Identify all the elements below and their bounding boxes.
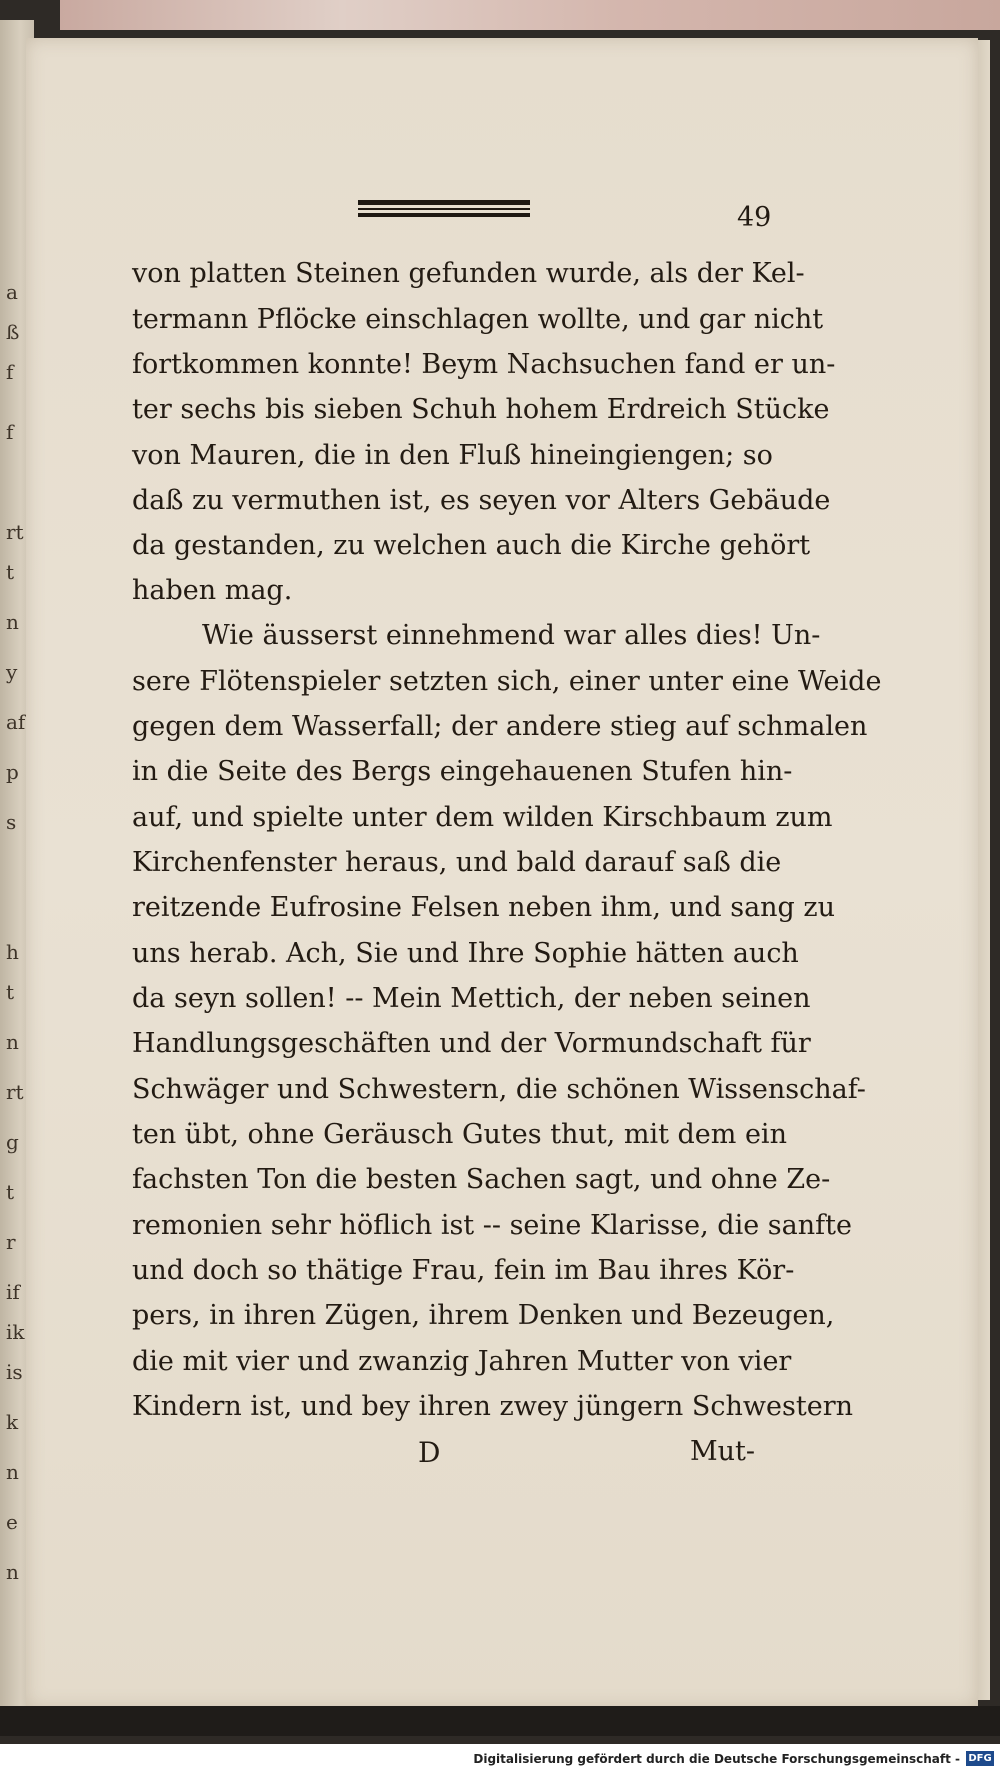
header-rule-lower: [358, 213, 530, 217]
body-line: sere Flötenspieler setzten sich, einer unter eine Weide: [132, 666, 882, 697]
body-line: Wie äusserst einnehmend war alles dies! Un-: [202, 620, 821, 651]
digitization-footer: [0, 1744, 1000, 1775]
margin-glyph: h: [6, 940, 19, 964]
margin-glyph: f: [6, 420, 14, 444]
margin-glyph: t: [6, 980, 15, 1004]
margin-glyph: f: [6, 360, 14, 384]
margin-glyph: rt: [6, 1080, 24, 1104]
body-line: reitzende Eufrosine Felsen neben ihm, und sang zu: [132, 892, 836, 923]
margin-glyph: t: [6, 1180, 15, 1204]
margin-glyph: g: [6, 1130, 19, 1154]
margin-glyph: is: [6, 1360, 23, 1384]
body-line: haben mag.: [132, 575, 293, 606]
margin-glyph: af: [6, 710, 26, 734]
margin-glyph: n: [6, 610, 19, 634]
body-line: auf, und spielte unter dem wilden Kirschbaum zum: [132, 802, 833, 833]
body-line: da seyn sollen! -- Mein Mettich, der neben seinen: [132, 983, 811, 1014]
body-line: ter sechs bis sieben Schuh hohem Erdreich Stücke: [132, 394, 830, 425]
body-line: von Mauren, die in den Fluß hineingiengen; so: [132, 440, 773, 471]
margin-glyph: s: [6, 810, 17, 834]
body-line: Kirchenfenster heraus, und bald darauf saß die: [132, 847, 782, 878]
book-top-edge: [60, 0, 1000, 30]
body-line: uns herab. Ach, Sie und Ihre Sophie hätten auch: [132, 938, 799, 969]
body-line: ten übt, ohne Geräusch Gutes thut, mit dem ein: [132, 1119, 787, 1150]
body-line: fachsten Ton die besten Sachen sagt, und ohne Ze-: [132, 1164, 831, 1195]
margin-glyph: n: [6, 1030, 19, 1054]
margin-glyph: a: [6, 280, 18, 304]
header-rule-thick: [358, 200, 530, 205]
body-line: in die Seite des Bergs eingehauenen Stufen hin-: [132, 756, 793, 787]
margin-glyph: n: [6, 1560, 19, 1584]
body-line: pers, in ihren Zügen, ihrem Denken und Bezeugen,: [132, 1300, 835, 1331]
margin-glyph: if: [6, 1280, 20, 1304]
margin-glyph: e: [6, 1510, 18, 1534]
margin-glyph: r: [6, 1230, 16, 1254]
body-line: da gestanden, zu welchen auch die Kirche gehört: [132, 530, 811, 561]
margin-glyph: p: [6, 760, 19, 784]
body-line: Schwäger und Schwestern, die schönen Wissenschaf-: [132, 1074, 866, 1105]
body-line: Handlungsgeschäften und der Vormundschaft für: [132, 1028, 811, 1059]
body-line: daß zu vermuthen ist, es seyen vor Alters Gebäude: [132, 485, 831, 516]
margin-glyph: ik: [6, 1320, 25, 1344]
signature-mark: D: [418, 1436, 441, 1469]
margin-glyph: k: [6, 1410, 19, 1434]
footer-credit: Digitalisierung gefördert durch die Deutsche Forschungsgemeinschaft -: [473, 1752, 960, 1766]
body-line: und doch so thätige Frau, fein im Bau ihres Kör-: [132, 1255, 795, 1286]
margin-glyph: ß: [6, 320, 20, 344]
header-rule-thin: [358, 208, 530, 210]
catchword: Mut-: [690, 1436, 756, 1467]
margin-glyph: t: [6, 560, 15, 584]
body-line: remonien sehr höflich ist -- seine Klarisse, die sanfte: [132, 1210, 852, 1241]
body-line: Kindern ist, und bey ihren zwey jüngern Schwestern: [132, 1391, 853, 1422]
body-line: die mit vier und zwanzig Jahren Mutter von vier: [132, 1346, 792, 1377]
body-line: termann Pflöcke einschlagen wollte, und gar nicht: [132, 304, 824, 335]
margin-glyph: y: [6, 660, 18, 684]
margin-glyph: n: [6, 1460, 19, 1484]
scan-bottom-border: [0, 1706, 1000, 1736]
body-line: von platten Steinen gefunden wurde, als der Kel-: [132, 258, 805, 289]
margin-glyph: rt: [6, 520, 24, 544]
body-line: gegen dem Wasserfall; der andere stieg auf schmalen: [132, 711, 868, 742]
page-number: 49: [737, 202, 772, 233]
dfg-logo: DFG: [966, 1751, 994, 1766]
body-line: fortkommen konnte! Beym Nachsuchen fand er un-: [132, 349, 836, 380]
